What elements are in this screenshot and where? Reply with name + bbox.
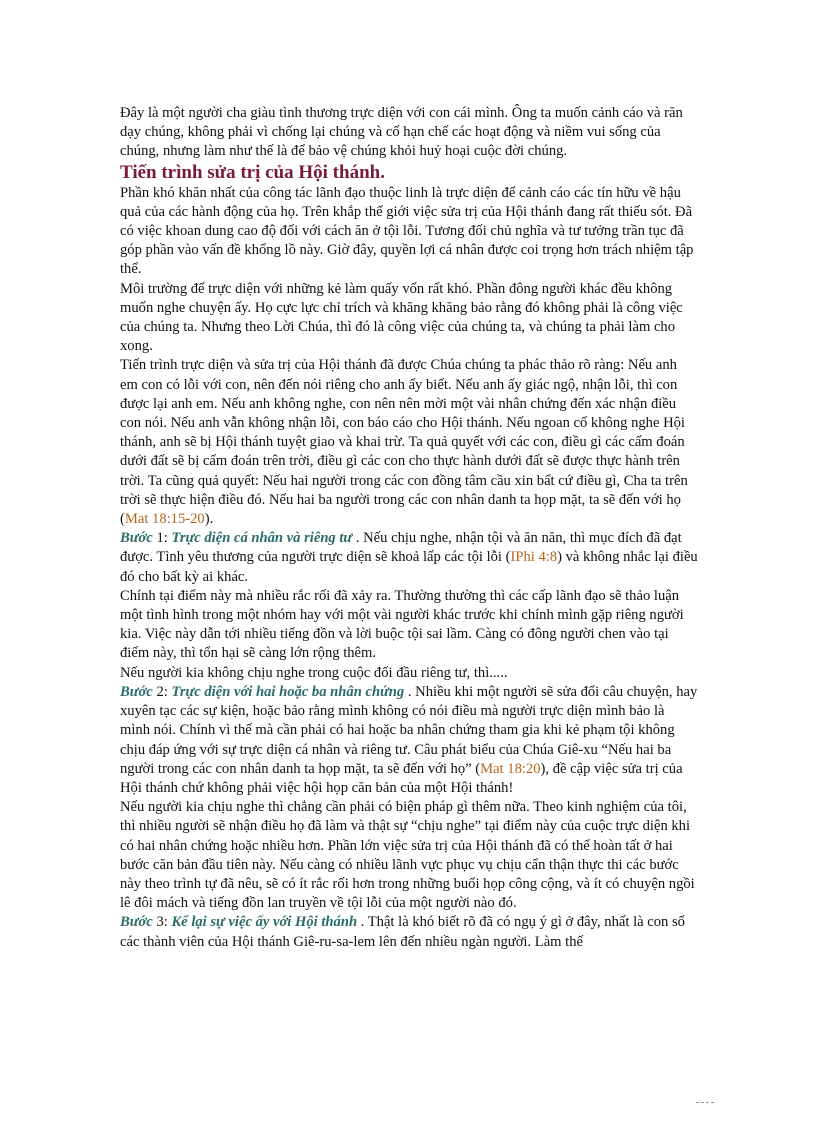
intro-paragraph: Đây là một người cha giàu tình thương trực diện với con cái mình. Ông ta muốn cảnh cáo và răn dạy chúng, không phải vì chống lại chúng và cố hạn chế các hoạt động và niềm vui sống của chúng, nhưng làm như thế là để bảo vệ chúng khỏi huỷ hoại cuộc đời chúng.: [120, 105, 683, 160]
scripture-reference[interactable]: Mat 18:15-20: [124, 511, 205, 528]
step-3-text: . Thật là khó biết rõ đã có ngụ ý gì ở đây, nhất là con số các thành viên của Hội thánh Giê-ru-sa-lem lên đến nhiều ngàn người. Làm thế: [120, 914, 685, 950]
step-1-text-end: ) và không nhắc lại điều đó cho bất kỳ ai khác.: [120, 549, 698, 585]
section-heading: Tiến trình sửa trị của Hội thánh.: [120, 161, 385, 183]
paragraph-leadership: Phần khó khăn nhất của công tác lãnh đạo thuộc linh là trực diện để cảnh cáo các tín hữu về hậu quả của các hành động của họ. Trên khắp thế giới việc sửa trị của Hội thánh đang rất thiếu sót. Đã có việc khoan dung cao độ đối với cách ăn ở tội lỗi. Tương đối chủ nghĩa và tư tưởng trần tục đã góp phần vào vấn đề khổng lồ này. Giờ đây, quyền lợi cá nhân được coi trọng hơn trách nhiệm tập thể.: [120, 184, 694, 278]
step-1-title: Trực diện cá nhân và riêng tư: [171, 530, 353, 547]
process-text-end: ).: [204, 511, 214, 528]
step-2-text: . Nhiều khi một người sẽ sửa đổi câu chuyện, hay xuyên tạc các sự kiện, hoặc bảo rằng mình không có nói điều mà người trực diện mình bảo là mình nói. Chính vì thế mà cần phải có hai hoặc ba nhân chứng tham gia khi kẻ phạm tội không chịu đáp ứng với sự trực diện cá nhân và riêng tư. Câu phát biểu của Chúa Giê-xu “Nếu hai ba người trong các con nhân danh ta họp mặt, ta sẽ đến với họ” (: [120, 683, 698, 777]
step-2-label: Bước: [120, 683, 153, 700]
process-text: Tiến trình trực diện và sửa trị của Hội thánh đã được Chúa chúng ta phác thảo rõ ràng: Nếu anh em con có lỗi với con, nên đến nói riêng cho anh ấy biết. Nếu anh ấy giác ngộ, nhận lỗi, thì con được lại anh em. Nếu anh không nghe, con nên nên mời một vài nhân chứng đến xác nhận điều con nói. Nếu anh vẫn không nhận lỗi, con báo cáo cho Hội thánh. Nếu ngoan cố không nghe Hội thánh, anh sẽ bị Hội thánh tuyệt giao và khai trừ. Ta quả quyết với các con, điều gì các cấm đoán dưới đất sẽ bị cấm đoán trên trời, điều gì các con cho thực hành dưới đất sẽ được thực hành trên trời. Ta cũng quả quyết: Nếu hai người trong các con đồng tâm cầu xin bất cứ điều gì, Cha ta trên trời sẽ thực hiện điều đó. Nếu hai ba người trong các con nhân danh ta họp mặt, ta sẽ đến với họ (: [120, 357, 688, 528]
scripture-reference[interactable]: IPhi 4:8: [510, 549, 558, 566]
step-3-number: 3:: [152, 914, 172, 931]
document-body: [120, 104, 698, 952]
step-1-paragraph: [120, 529, 698, 587]
step-2-text-end: ), đề cập việc sửa trị của Hội thánh chứ không phải việc hội họp căn bản của một Hội thánh!: [120, 760, 683, 796]
paragraph-transition: Nếu người kia không chịu nghe trong cuộc đối đầu riêng tư, thì.....: [120, 664, 508, 681]
page-corner-mark: [696, 1102, 714, 1104]
step-1-number: 1:: [152, 530, 172, 547]
paragraph-experience: Nếu người kia chịu nghe thì chẳng cần phải có biện pháp gì thêm nữa. Theo kinh nghiệm của tôi, thì nhiều người sẽ nhận điều họ đã làm và thật sự “chịu nghe” tại điểm này của cuộc trực diện khi có hai nhân chứng hoặc nhiều hơn. Phần lớn việc sửa trị của Hội thánh đã có thể hoàn tất ở hai bước căn bản đầu tiên này. Nếu càng có nhiều lãnh vực phục vụ chịu cẩn thận thực thi các bước này theo trình tự đã nêu, sẽ có ít rắc rối hơn trong những buổi họp công cộng, và ít có chuyện ngồi lê đôi mách và tiếng đồn lan truyền về tội lỗi của một người nào đó.: [120, 799, 695, 912]
step-1-label: Bước: [120, 530, 153, 547]
step-1-text: . Nếu chịu nghe, nhận tội và ăn năn, thì mục đích đã đạt được. Tình yêu thương của người trực diện sẽ khoả lấp các tội lỗi (: [120, 530, 682, 566]
step-2-title: Trực diện với hai hoặc ba nhân chứng: [171, 683, 405, 700]
step-3-label: Bước: [120, 914, 153, 931]
paragraph-process: [120, 356, 698, 529]
step-3-paragraph: [120, 913, 698, 951]
paragraph-environment: Môi trường để trực diện với những kẻ làm quấy vốn rất khó. Phần đông người khác đều không muốn nghe chuyện ấy. Họ cực lực chỉ trích và khăng khăng bảo rằng đó không phải là công việc của chúng ta. Nhưng theo Lời Chúa, thì đó là công việc của chúng ta, và chúng ta phải làm cho xong.: [120, 280, 683, 355]
step-2-number: 2:: [152, 683, 172, 700]
scripture-reference[interactable]: Mat 18:20: [480, 760, 541, 777]
paragraph-trouble: Chính tại điểm này mà nhiều rắc rối đã xảy ra. Thường thường thì các cấp lãnh đạo sẽ thảo luận một tình hình trong một nhóm hay với một vài người khác trước khi chính mình gặp riêng người kia. Việc này dẫn tới nhiều tiếng đồn và lời buộc tội sai lầm. Càng có đông người chen vào tại điểm này, thì tổn hại sẽ càng lớn rộng thêm.: [120, 587, 684, 662]
step-3-title: Kể lại sự việc ấy với Hội thánh: [171, 914, 358, 931]
step-2-paragraph: [120, 683, 698, 798]
